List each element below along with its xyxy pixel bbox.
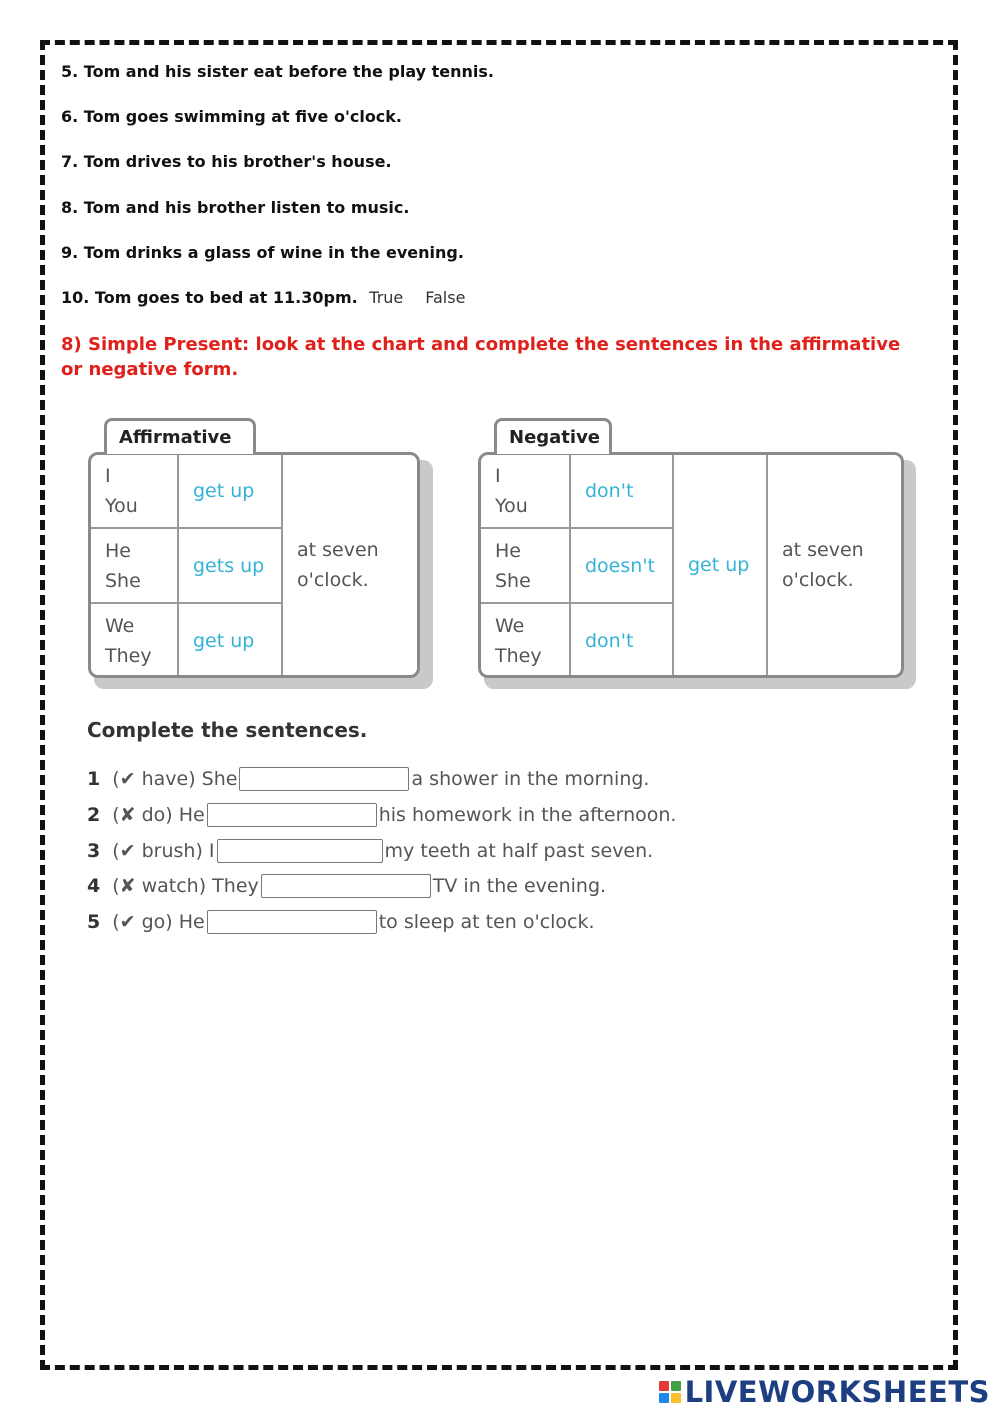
neg-subject-row-2 — [481, 529, 569, 602]
liveworksheets-logo[interactable] — [659, 1375, 990, 1409]
statement-6: 6. Tom goes swimming at five o'clock. — [61, 107, 403, 126]
sentence-rest: my teeth at half past seven. — [384, 840, 654, 862]
subject-they: They — [105, 645, 152, 667]
subject-she: She — [495, 569, 531, 592]
sentence-1 — [87, 764, 649, 794]
negative-table — [478, 418, 918, 693]
aff-subject-row-1 — [91, 455, 177, 527]
answer-input-2[interactable] — [207, 803, 377, 827]
neg-aux-row-2: doesn't — [585, 554, 655, 577]
aff-verb-row-1: get up — [193, 480, 255, 502]
sentence-number: 1 — [87, 768, 101, 790]
sentence-rest: to sleep at ten o'clock. — [378, 911, 595, 933]
subject-he: He — [105, 539, 131, 562]
sentence-2 — [87, 800, 676, 830]
answer-input-4[interactable] — [261, 874, 431, 898]
sentence-prompt: (✘ watch) They — [112, 875, 259, 897]
sentence-5 — [87, 907, 595, 937]
sentence-3 — [87, 836, 653, 866]
neg-time-cell — [768, 455, 902, 675]
statement-5: 5. Tom and his sister eat before the play tennis. — [61, 62, 494, 81]
subject-we: We — [105, 615, 135, 637]
neg-aux-row-3: don't — [585, 630, 634, 652]
statement-8: 8. Tom and his brother listen to music. — [61, 198, 410, 217]
task-8-title: 8) Simple Present: look at the chart and complete the sentences in the affirmative or negative form. — [61, 334, 901, 380]
true-option[interactable]: True — [369, 288, 404, 307]
logo-square-2 — [671, 1381, 681, 1391]
sentence-rest: a shower in the morning. — [411, 768, 650, 790]
logo-square-1 — [659, 1381, 669, 1391]
subject-you: You — [105, 495, 138, 517]
subject-i: I — [105, 465, 111, 487]
subject-she: She — [105, 569, 141, 592]
aff-verb-row-3: get up — [193, 630, 255, 652]
aff-subject-row-2 — [91, 529, 177, 602]
subject-they: They — [495, 645, 542, 667]
neg-subject-row-1 — [481, 455, 569, 527]
statement-10 — [61, 288, 465, 307]
sentence-number: 4 — [87, 875, 101, 897]
sentence-prompt: (✔ brush) I — [112, 840, 215, 862]
answer-input-5[interactable] — [207, 910, 377, 934]
sentence-number: 2 — [87, 804, 101, 826]
brand-name: LIVEWORKSHEETS — [684, 1375, 990, 1409]
subject-he: He — [495, 539, 521, 562]
answer-input-1[interactable] — [239, 767, 409, 791]
subject-i: I — [495, 465, 501, 487]
subject-we: We — [495, 615, 525, 637]
answer-input-3[interactable] — [217, 839, 383, 863]
neg-verb-cell: get up — [688, 554, 750, 576]
sentence-rest: his homework in the afternoon. — [378, 804, 677, 826]
sentence-4 — [87, 871, 606, 901]
sentence-prompt: (✔ have) She — [112, 768, 238, 790]
dashed-border-frame — [40, 40, 958, 1370]
sentence-number: 3 — [87, 840, 101, 862]
aff-subject-row-3 — [91, 604, 177, 678]
neg-subject-row-3 — [481, 604, 569, 678]
sentence-prompt: (✔ go) He — [112, 911, 205, 933]
sentence-rest: TV in the evening. — [432, 875, 607, 897]
logo-grid-icon — [659, 1381, 681, 1403]
logo-square-4 — [671, 1393, 681, 1403]
logo-square-3 — [659, 1393, 669, 1403]
complete-sentences-title: Complete the sentences. — [87, 718, 368, 742]
time-line-2: o'clock. — [297, 569, 369, 591]
affirmative-grid — [88, 452, 420, 678]
affirmative-table — [88, 418, 433, 693]
sentence-number: 5 — [87, 911, 101, 933]
time-line-1: at seven — [297, 539, 379, 561]
affirmative-tab: Affirmative — [104, 418, 256, 454]
aff-verb-row-2: gets up — [193, 554, 265, 577]
statement-10-text: 10. Tom goes to bed at 11.30pm. — [61, 288, 358, 307]
sentence-prompt: (✘ do) He — [112, 804, 205, 826]
negative-tab: Negative — [494, 418, 612, 454]
neg-aux-row-1: don't — [585, 480, 634, 502]
false-option[interactable]: False — [425, 288, 466, 307]
time-line-1: at seven — [782, 539, 864, 561]
aff-time-cell — [283, 455, 417, 675]
negative-grid — [478, 452, 904, 678]
statement-7: 7. Tom drives to his brother's house. — [61, 152, 392, 171]
subject-you: You — [495, 495, 528, 517]
time-line-2: o'clock. — [782, 569, 854, 591]
statement-9: 9. Tom drinks a glass of wine in the evening. — [61, 243, 464, 262]
